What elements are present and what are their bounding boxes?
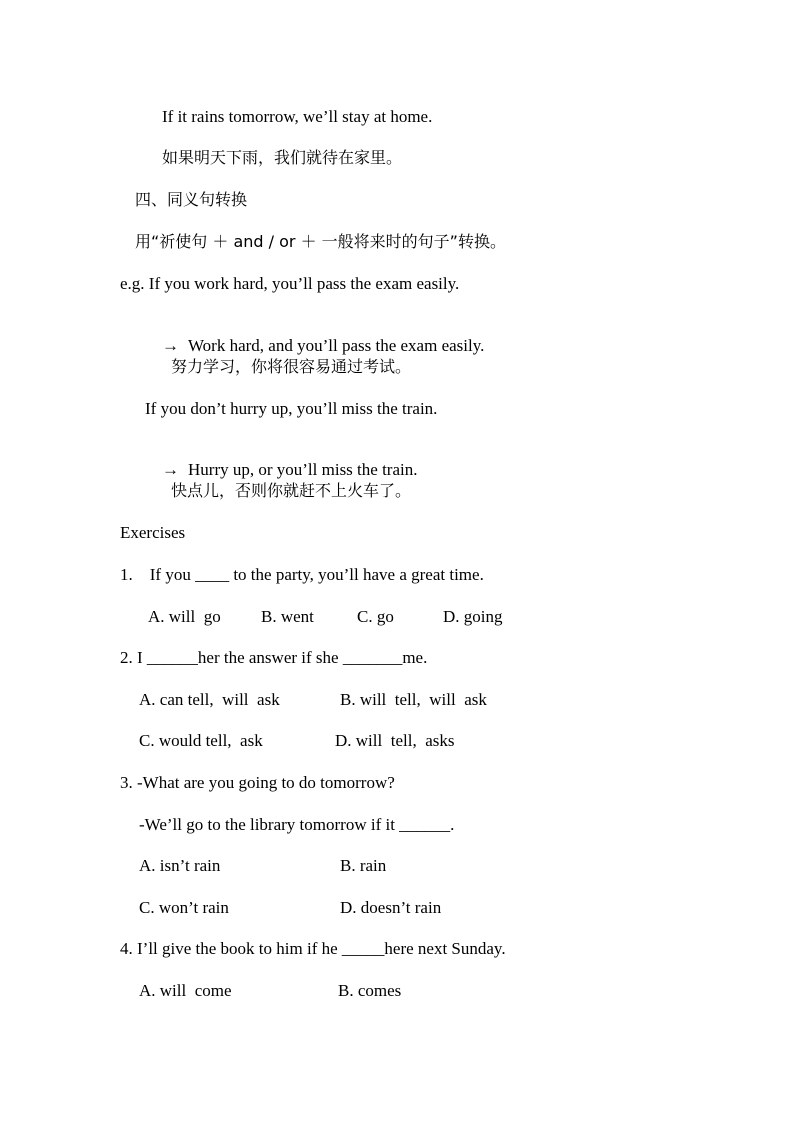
question-3-stem: 3. -What are you going to do tomorrow? — [120, 773, 395, 792]
eg1-result: Work hard, and you’ll pass the exam easily. — [188, 336, 485, 355]
question-1-option-d: D. going — [443, 607, 503, 626]
example-sentence-zh: 如果明天下雨，我们就待在家里。 — [162, 148, 403, 167]
question-1-option-c: C. go — [357, 607, 394, 626]
question-2-option-b: B. will tell, will ask — [340, 690, 487, 709]
question-1-stem: 1. If you ____ to the party, you’ll have a great time. — [120, 565, 484, 584]
example-sentence-en: If it rains tomorrow, we’ll stay at home. — [162, 107, 433, 126]
question-2-stem: 2. I ______her the answer if she _______me. — [120, 648, 428, 667]
question-3-option-c: C. won’t rain — [139, 898, 229, 917]
conversion-rule: 用“祈使句 ＋ and / or ＋ 一般将来时的句子”转换。 — [135, 232, 506, 251]
question-1-option-b: B. went — [261, 607, 314, 626]
question-3-stem-reply: -We’ll go to the library tomorrow if it ______. — [139, 815, 455, 834]
question-2-option-d: D. will tell, asks — [335, 731, 455, 750]
eg1-source: e.g. If you work hard, you’ll pass the exam easily. — [120, 274, 460, 293]
question-2-option-a: A. can tell, will ask — [139, 690, 280, 709]
eg1-translation: 努力学习，你将很容易通过考试。 — [171, 357, 412, 376]
question-1-option-a: A. will go — [148, 607, 221, 626]
right-arrow-icon: → — [162, 336, 179, 355]
question-4-option-a: A. will come — [139, 981, 232, 1000]
eg2-translation: 快点儿，否则你就赶不上火车了。 — [171, 481, 412, 500]
question-2-option-c: C. would tell, ask — [139, 731, 263, 750]
question-3-option-d: D. doesn’t rain — [340, 898, 442, 917]
question-4-option-b: B. comes — [338, 981, 402, 1000]
exercises-heading: Exercises — [120, 523, 186, 542]
section-heading: 四、同义句转换 — [135, 190, 248, 209]
question-3-option-b: B. rain — [340, 856, 387, 875]
eg2-source: If you don’t hurry up, you’ll miss the train. — [145, 399, 438, 418]
eg2-result: Hurry up, or you’ll miss the train. — [188, 460, 418, 479]
question-4-stem: 4. I’ll give the book to him if he _____here next Sunday. — [120, 939, 506, 958]
question-3-option-a: A. isn’t rain — [139, 856, 221, 875]
right-arrow-icon: → — [162, 460, 179, 479]
